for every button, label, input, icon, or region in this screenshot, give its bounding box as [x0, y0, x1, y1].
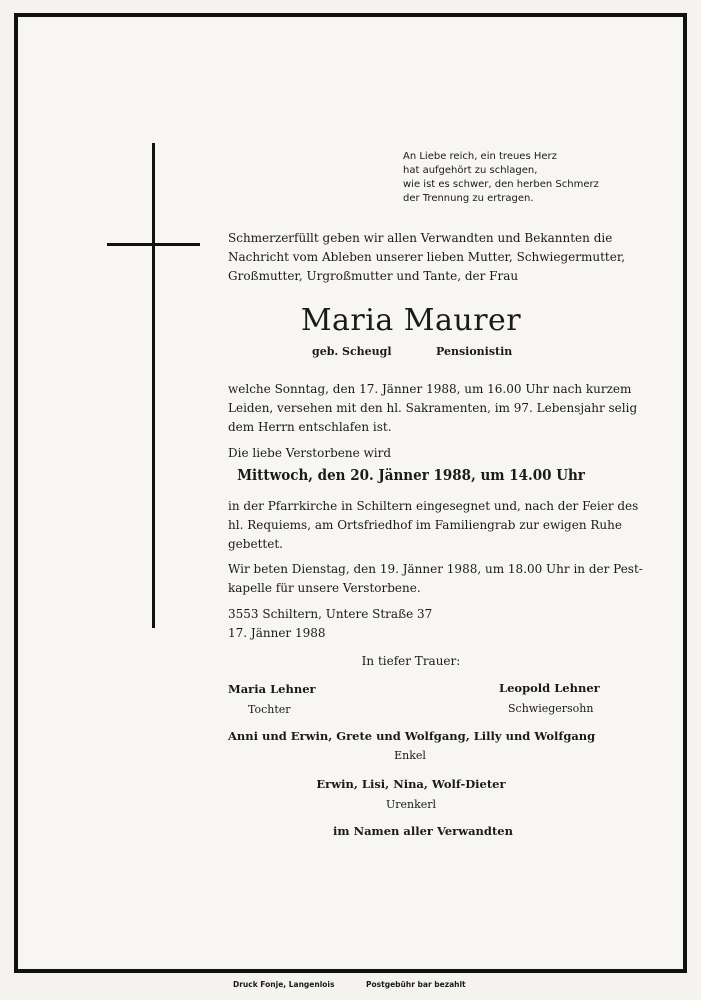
death-line: dem Herrn entschlafen ist.: [228, 420, 392, 434]
postage-note: Postgebühr bar bezahlt: [366, 980, 466, 989]
deceased-name: Maria Maurer: [300, 303, 522, 338]
funeral-line: in der Pfarrkirche in Schiltern eingesegnet und, nach der Feier des: [228, 499, 639, 513]
grandchildren: Anni und Erwin, Grete und Wolfgang, Lilly und Wolfgang: [228, 729, 596, 743]
intro-line: Schmerzerfüllt geben wir allen Verwandten und Bekannten die: [228, 231, 613, 245]
address-block: [228, 605, 594, 643]
funeral-line: gebettet.: [228, 537, 283, 551]
funeral-paragraph: [228, 497, 639, 554]
poem-line: An Liebe reich, ein treues Herz: [403, 151, 557, 162]
mourning-intro: In tiefer Trauer:: [361, 654, 461, 668]
great-grandchildren-role: Urenkerl: [385, 798, 437, 811]
relatives: im Namen aller Verwandten: [333, 824, 513, 838]
document-date: 17. Jänner 1988: [228, 626, 326, 640]
poem-line: hat aufgehört zu schlagen,: [403, 165, 538, 176]
poem: [403, 150, 663, 206]
death-line: Leiden, versehen mit den hl. Sakramenten, im 97. Lebensjahr selig: [228, 401, 638, 415]
funeral-line: hl. Requiems, am Ortsfriedhof im Familiengrab zur ewigen Ruhe: [228, 518, 622, 532]
occupation: Pensionistin: [436, 345, 513, 358]
poem-line: der Trennung zu ertragen.: [403, 193, 534, 204]
great-grandchildren: Erwin, Lisi, Nina, Wolf-Dieter: [316, 777, 506, 791]
grandchildren-role: Enkel: [394, 749, 426, 762]
printer-credit: Druck Fonje, Langenlois: [233, 980, 335, 989]
death-line: welche Sonntag, den 17. Jänner 1988, um 16.00 Uhr nach kurzem: [228, 382, 632, 396]
prayer-paragraph: [228, 560, 643, 598]
intro-line: Großmutter, Urgroßmutter und Tante, der Frau: [228, 269, 519, 283]
birth-name: geb. Scheugl: [312, 345, 392, 358]
address: 3553 Schiltern, Untere Straße 37: [228, 607, 433, 621]
son-in-law-role: Schwiegersohn: [508, 702, 594, 715]
funeral-intro: [228, 444, 594, 463]
daughter-role: Tochter: [248, 703, 291, 716]
funeral-date: Mittwoch, den 20. Jänner 1988, um 14.00 Uhr: [237, 466, 585, 484]
daughter-name: Maria Lehner: [228, 682, 316, 696]
funeral-intro-text: Die liebe Verstorbene wird: [228, 446, 392, 460]
intro-paragraph: [228, 229, 626, 286]
intro-line: Nachricht vom Ableben unserer lieben Mutter, Schwiegermutter,: [228, 250, 626, 264]
cross-icon-horizontal: [107, 243, 200, 246]
prayer-line: kapelle für unsere Verstorbene.: [228, 581, 421, 595]
son-in-law-name: Leopold Lehner: [499, 681, 600, 695]
poem-line: wie ist es schwer, den herben Schmerz: [403, 179, 599, 190]
death-paragraph: [228, 380, 638, 437]
cross-icon-vertical: [152, 143, 155, 628]
prayer-line: Wir beten Dienstag, den 19. Jänner 1988, um 18.00 Uhr in der Pest-: [228, 562, 643, 576]
